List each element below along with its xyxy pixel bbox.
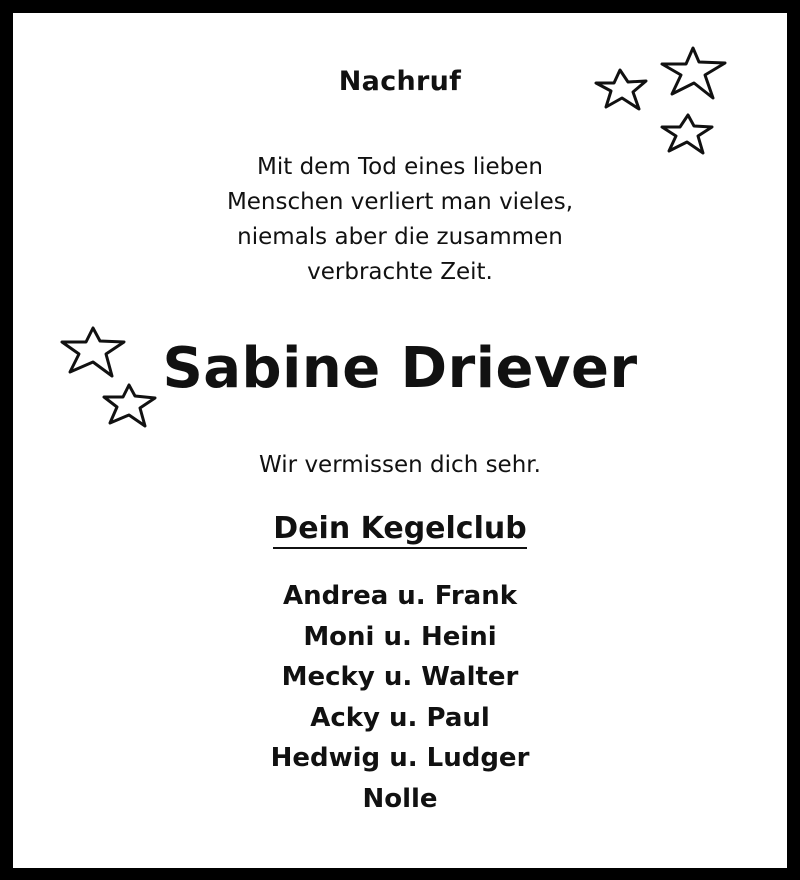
memorial-quote [0, 150, 800, 290]
quote-line: verbrachte Zeit. [307, 259, 493, 285]
farewell-message: Wir vermissen dich sehr. [259, 452, 541, 478]
members-list [0, 576, 800, 819]
sender-name: Dein Kegelclub [273, 512, 526, 549]
quote-line: niemals aber die zusammen [237, 224, 563, 250]
sender-block [0, 512, 800, 549]
member-entry: Mecky u. Walter [281, 662, 519, 692]
member-entry: Hedwig u. Ludger [270, 743, 530, 773]
member-entry: Nolle [362, 783, 438, 814]
deceased-name: Sabine Driever [162, 336, 638, 401]
obituary-heading: Nachruf [338, 66, 462, 97]
member-entry: Moni u. Heini [303, 621, 497, 652]
member-entry: Acky u. Paul [310, 702, 490, 733]
member-entry: Andrea u. Frank [283, 581, 517, 611]
quote-line: Mit dem Tod eines lieben [257, 154, 543, 180]
quote-line: Menschen verliert man vieles, [226, 189, 574, 215]
star-icon [662, 115, 712, 153]
